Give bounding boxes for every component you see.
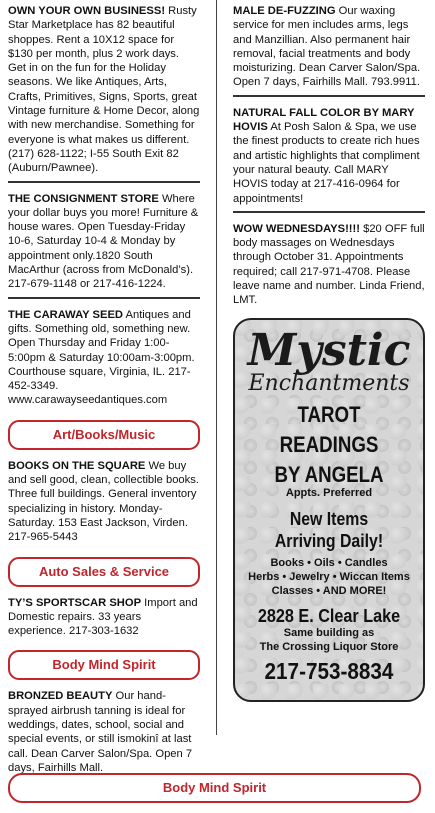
ad-body: Rusty Star Marketplace has 82 beautiful shoppes. Rent a 10X12 space for $130 per month, plus 2 work days. Get in on the fun for the Holiday seasons. We like Antiques, Arts, Crafts, Primitives, Signs, Sports, great Vintage furniture & Home Decor, along with new merchandise. Something for everyone is what makes us different. (217) 628-1122; I-55 South Exit 82 (Auburn/Pawnee). xyxy=(8,5,200,175)
classified-ad xyxy=(8,596,200,639)
ad-divider xyxy=(8,181,200,183)
ad-appointments: Appts. Preferred xyxy=(285,486,373,499)
ad-body: Our waxing service for men includes arms, legs and Manzillian. Also permanent hair removal, facial treatments and body moisturizing. Dean Carver Salon/Spa. Open 7 days, Fairhills Mall. 793.9911. xyxy=(233,5,421,89)
ad-heading: MALE DE-FUZZING xyxy=(233,5,336,17)
classified-ad xyxy=(8,459,200,545)
ad-body: $20 OFF full body massages on Wednesdays through October 31. Appointments required; call 217-971-4708. Please leave name and number. Linda Friend, LMT. xyxy=(233,222,425,307)
ad-heading: BRONZED BEAUTY xyxy=(8,690,113,703)
ad-headline: BY ANGELA xyxy=(274,461,384,487)
ad-heading: BOOKS ON THE SQUARE xyxy=(8,459,146,472)
ad-heading: NATURAL FALL COLOR BY MARY HOVIS xyxy=(233,106,415,134)
ad-divider xyxy=(233,211,425,213)
ad-heading: TY’S SPORTSCAR SHOP xyxy=(8,596,142,609)
classified-ad xyxy=(8,689,200,775)
ad-divider xyxy=(233,95,425,97)
ad-body: Where your dollar buys you more! Furniture & house wares. Open Tuesday-Friday 10-6, Saturday 10-4 & Monday by appointment only.1820 South MacArthur (across from McDonald’s). 217-679-1148 or 217-416-1224. xyxy=(8,192,199,291)
ad-items-list: Herbs • Jewelry • Wiccan Items xyxy=(248,570,410,583)
category-header-body-mind-spirit[interactable]: Body Mind Spirit xyxy=(8,650,200,680)
ad-new-items: Arriving Daily! xyxy=(274,530,384,551)
ad-new-items: New Items xyxy=(289,508,369,529)
ad-heading: THE CARAWAY SEED xyxy=(8,308,124,321)
ad-body: Antiques and gifts. Something old, something new. Open Thursday and Friday 1:00-5:00pm & Saturday 10:00am-3:00pm. Courthouse square, Virginia, IL. 217-452-3349. www.carawayseedantiques.com xyxy=(8,308,195,407)
classified-ad xyxy=(233,106,425,206)
classified-ad xyxy=(8,308,200,408)
ad-location-note: The Crossing Liquor Store xyxy=(259,640,399,653)
ad-body: Our hand-sprayed airbrush tanning is ideal for weddings, dates, school, social and special events, or still ismokinî at last call. Dean Carver Salon/Spa. Open 7 days, Fairhills Mall. xyxy=(8,690,193,774)
ad-logo-subtitle: Enchantments xyxy=(248,370,410,396)
ad-phone[interactable]: 217-753-8834 xyxy=(264,657,394,684)
ad-address: 2828 E. Clear Lake xyxy=(257,605,401,626)
ad-items-list: Books • Oils • Candles xyxy=(270,556,388,569)
classified-ad xyxy=(8,192,200,292)
ad-heading: OWN YOUR OWN BUSINESS! xyxy=(8,5,166,17)
category-header-body-mind-spirit-bottom[interactable]: Body Mind Spirit xyxy=(8,773,421,803)
ad-heading: THE CONSIGNMENT STORE xyxy=(8,192,159,205)
ad-heading: WOW WEDNESDAYS!!!! xyxy=(233,222,360,235)
ad-headline: READINGS xyxy=(279,431,379,457)
column-divider xyxy=(216,0,217,735)
ad-items-list: Classes • AND MORE! xyxy=(271,584,387,597)
ad-headline: TAROT xyxy=(297,401,361,427)
classified-ad xyxy=(233,222,425,308)
ad-logo-title: Mystic xyxy=(247,324,411,376)
ad-divider xyxy=(8,297,200,299)
category-header-art-books-music[interactable]: Art/Books/Music xyxy=(8,420,200,450)
ad-body: At Posh Salon & Spa, we use the finest products to create rich hues and artistic highlights that compliment your natural beauty. Call MARY HOVIS today at 217-416-0964 for appointments! xyxy=(233,121,420,205)
ad-location-note: Same building as xyxy=(283,626,375,639)
category-header-auto-sales[interactable]: Auto Sales & Service xyxy=(8,557,200,587)
classified-ad xyxy=(233,4,425,90)
mystic-enchantments-display-ad[interactable] xyxy=(233,318,425,702)
right-column xyxy=(233,4,425,702)
ad-body: We buy and sell good, clean, collectible books. Three full buildings. General inventory specializing in history. Monday-Saturday. 153 East Jackson, Virden. 217-965-5443 xyxy=(8,459,199,544)
classified-ad xyxy=(8,4,200,176)
ad-body: Import and Domestic repairs. 33 years experience. 217-303-1632 xyxy=(8,596,198,638)
left-column xyxy=(8,4,200,775)
